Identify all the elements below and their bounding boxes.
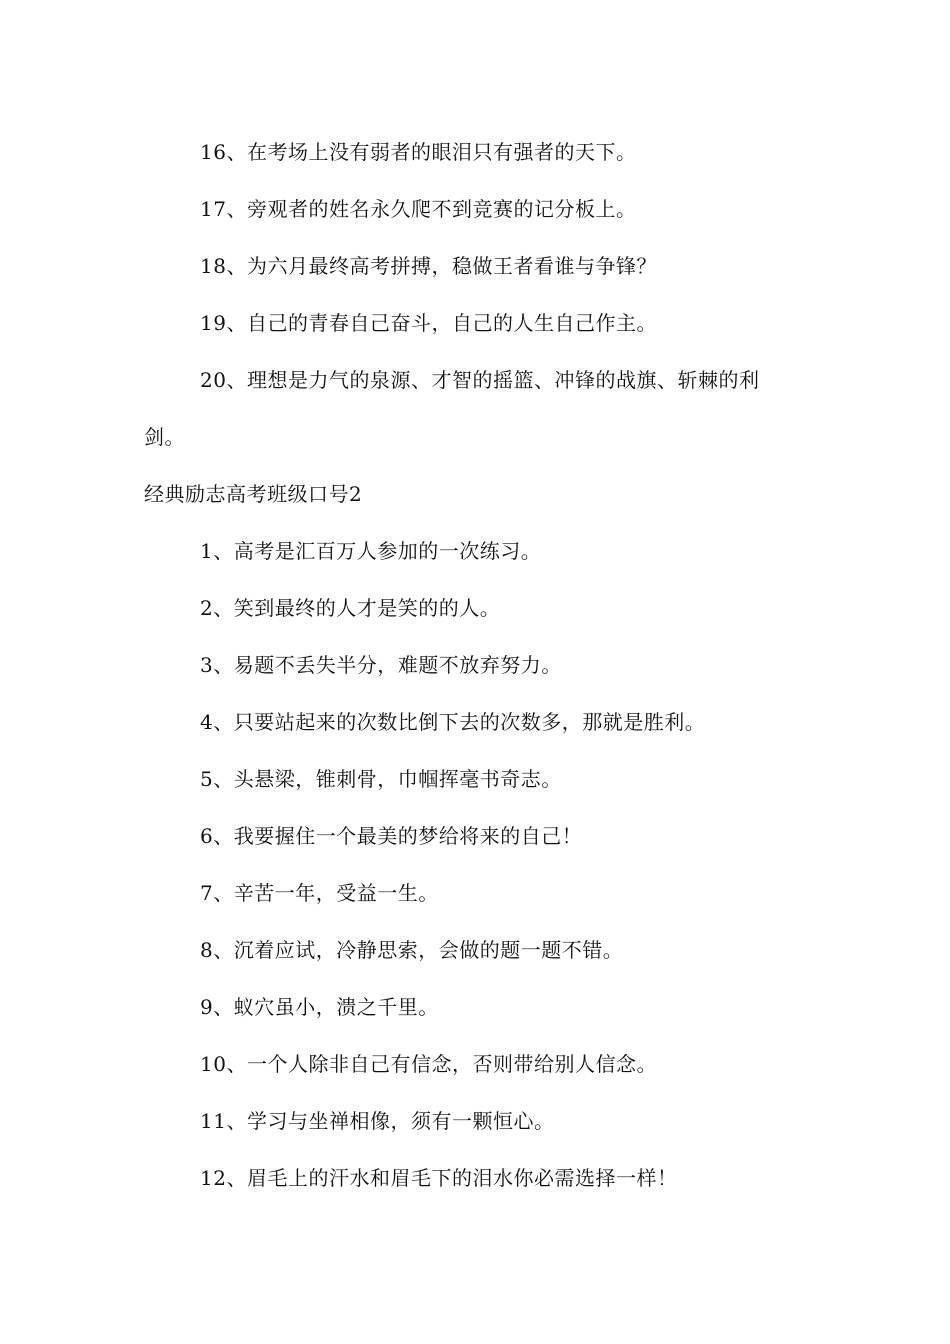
list-item: 6、我要握住一个最美的梦给将来的自己！ xyxy=(200,824,583,848)
section-heading: 经典励志高考班级口号2 xyxy=(144,482,363,506)
list-item: 19、自己的青春自己奋斗，自己的人生自己作主。 xyxy=(200,311,657,335)
list-item: 10、一个人除非自己有信念，否则带给别人信念。 xyxy=(200,1052,657,1076)
list-item: 2、笑到最终的人才是笑的的人。 xyxy=(200,596,501,620)
list-item: 8、沉着应试，冷静思索，会做的题一题不错。 xyxy=(200,938,624,962)
list-item: 9、蚁穴虽小，溃之千里。 xyxy=(200,995,439,1019)
list-item: 5、头悬梁，锥刺骨，巾帼挥毫书奇志。 xyxy=(200,767,562,791)
list-item: 20、理想是力气的泉源、才智的摇篮、冲锋的战旗、斩棘的利 xyxy=(200,368,760,392)
list-item: 1、高考是汇百万人参加的一次练习。 xyxy=(200,539,542,563)
list-item: 4、只要站起来的次数比倒下去的次数多，那就是胜利。 xyxy=(200,710,706,734)
list-item: 3、易题不丢失半分，难题不放弃努力。 xyxy=(200,653,562,677)
list-item: 16、在考场上没有弱者的眼泪只有强者的天下。 xyxy=(200,140,637,164)
list-item-continuation: 剑。 xyxy=(144,425,185,449)
list-item: 18、为六月最终高考拼搏，稳做王者看谁与争锋？ xyxy=(200,254,657,278)
list-item: 11、学习与坐禅相像，须有一颗恒心。 xyxy=(200,1109,555,1133)
list-item: 7、辛苦一年，受益一生。 xyxy=(200,881,439,905)
list-item: 17、旁观者的姓名永久爬不到竞赛的记分板上。 xyxy=(200,197,637,221)
list-item: 12、眉毛上的汗水和眉毛下的泪水你必需选择一样！ xyxy=(200,1166,678,1190)
